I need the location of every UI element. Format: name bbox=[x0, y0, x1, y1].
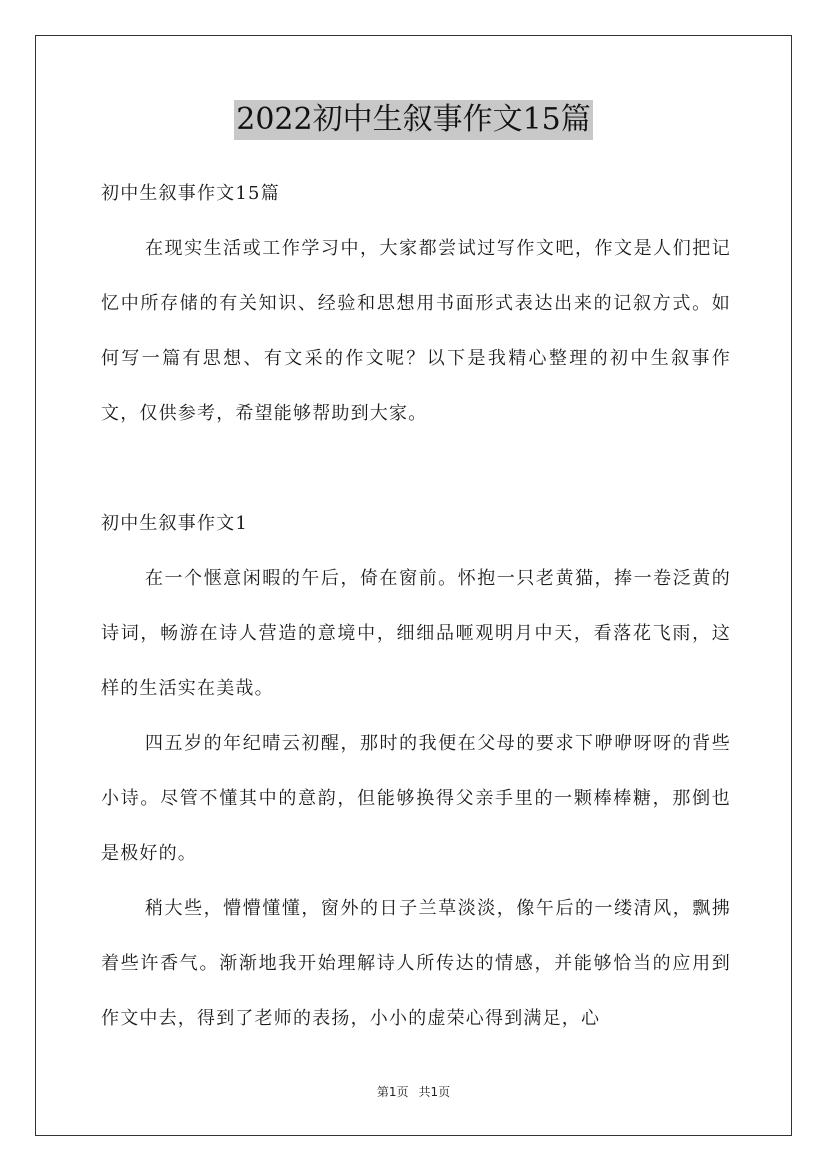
intro-paragraph: 在现实生活或工作学习中，大家都尝试过写作文吧，作文是人们把记忆中所存储的有关知识、经验和思想用书面形式表达出来的记叙方式。如何写一篇有思想、有文采的作文呢？以下是我精心整理的初中生叙事作文，仅供参考，希望能够帮助到大家。 bbox=[101, 238, 731, 424]
page-footer bbox=[0, 1082, 827, 1102]
title-container bbox=[0, 100, 827, 140]
section-1-paragraph-1: 在一个惬意闲暇的午后，倚在窗前。怀抱一只老黄猫，捧一卷泛黄的诗词，畅游在诗人营造的意境中，细细品咂观明月中天，看落花飞雨，这样的生活实在美哉。 bbox=[101, 568, 731, 699]
section-1-paragraph-2: 四五岁的年纪晴云初醒，那时的我便在父母的要求下咿咿呀呀的背些小诗。尽管不懂其中的意韵，但能够换得父亲手里的一颗棒棒糖，那倒也是极好的。 bbox=[101, 733, 731, 864]
main-heading: 初中生叙事作文15篇 bbox=[101, 183, 280, 204]
page-number-total: 共1页 bbox=[418, 1085, 451, 1099]
section-spacer bbox=[101, 441, 731, 496]
page-number-current: 第1页 bbox=[376, 1085, 409, 1099]
document-title: 2022初中生叙事作文15篇 bbox=[234, 100, 593, 140]
document-body bbox=[101, 166, 731, 1046]
section-1-paragraph-3: 稍大些，懵懵懂懂，窗外的日子兰草淡淡，像午后的一缕清风，飘拂着些许香气。渐渐地我开始理解诗人所传达的情感，并能够恰当的应用到作文中去，得到了老师的表扬，小小的虚荣心得到满足，心 bbox=[101, 898, 731, 1029]
section-1-heading: 初中生叙事作文1 bbox=[101, 513, 249, 534]
